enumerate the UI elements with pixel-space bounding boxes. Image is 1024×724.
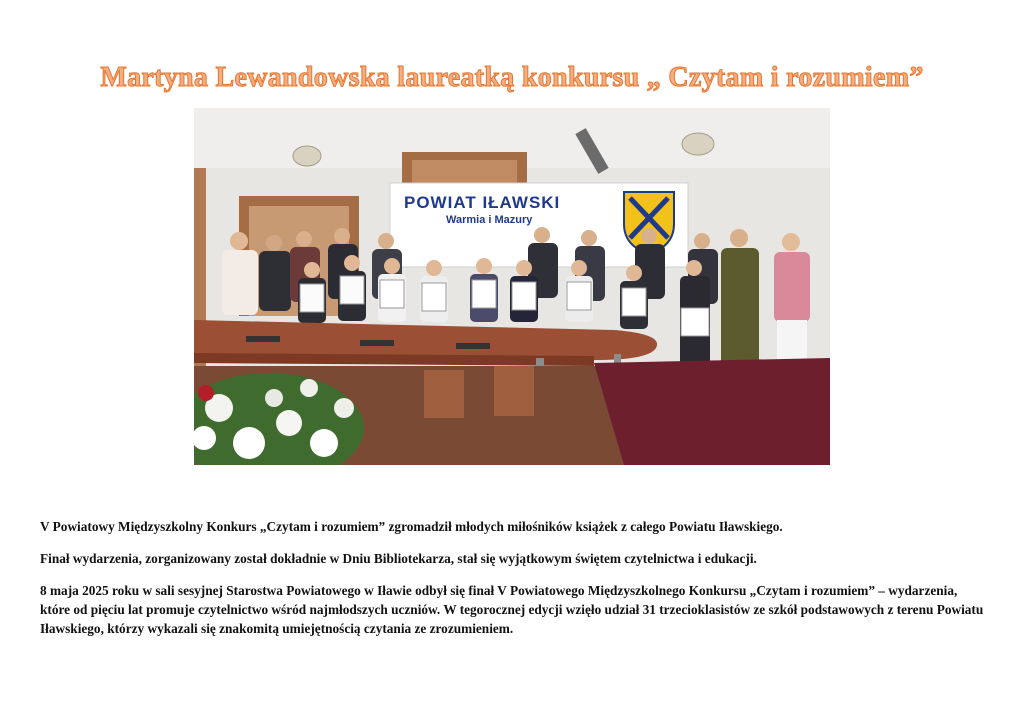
paragraph-intro: V Powiatowy Międzyszkolny Konkurs „Czytam i rozumiem” zgromadził młodych miłośników książek z całego Powiatu Iławskiego. <box>40 519 783 535</box>
paragraph-final: Finał wydarzenia, zorganizowany został dokładnie w Dniu Bibliotekarza, stał się wyjątkowym świętem czytelnictwa i edukacji. <box>40 551 757 567</box>
banner-subtitle: Warmia i Mazury <box>446 214 533 226</box>
group-photo <box>194 108 830 465</box>
paragraph-details: 8 maja 2025 roku w sali sesyjnej Starostwa Powiatowego w Iławie odbył się finał V Powiatowego Międzyszkolnego Konkursu „Czytam i rozumiem” – wydarzenia, które od pięciu lat promuje czytelnictwo wśród najmłodszych uczniów. W tegorocznej edycji wzięło udział 31 trzecioklasistów ze szkół podstawowych z terenu Powiatu Iławskiego, którzy wykazali się znakomitą umiejętnością czytania ze zrozumieniem. <box>40 583 984 637</box>
banner-title: POWIAT IŁAWSKI <box>404 193 561 212</box>
article-title: Martyna Lewandowska laureatką konkursu „ Czytam i rozumiem” <box>100 62 924 93</box>
